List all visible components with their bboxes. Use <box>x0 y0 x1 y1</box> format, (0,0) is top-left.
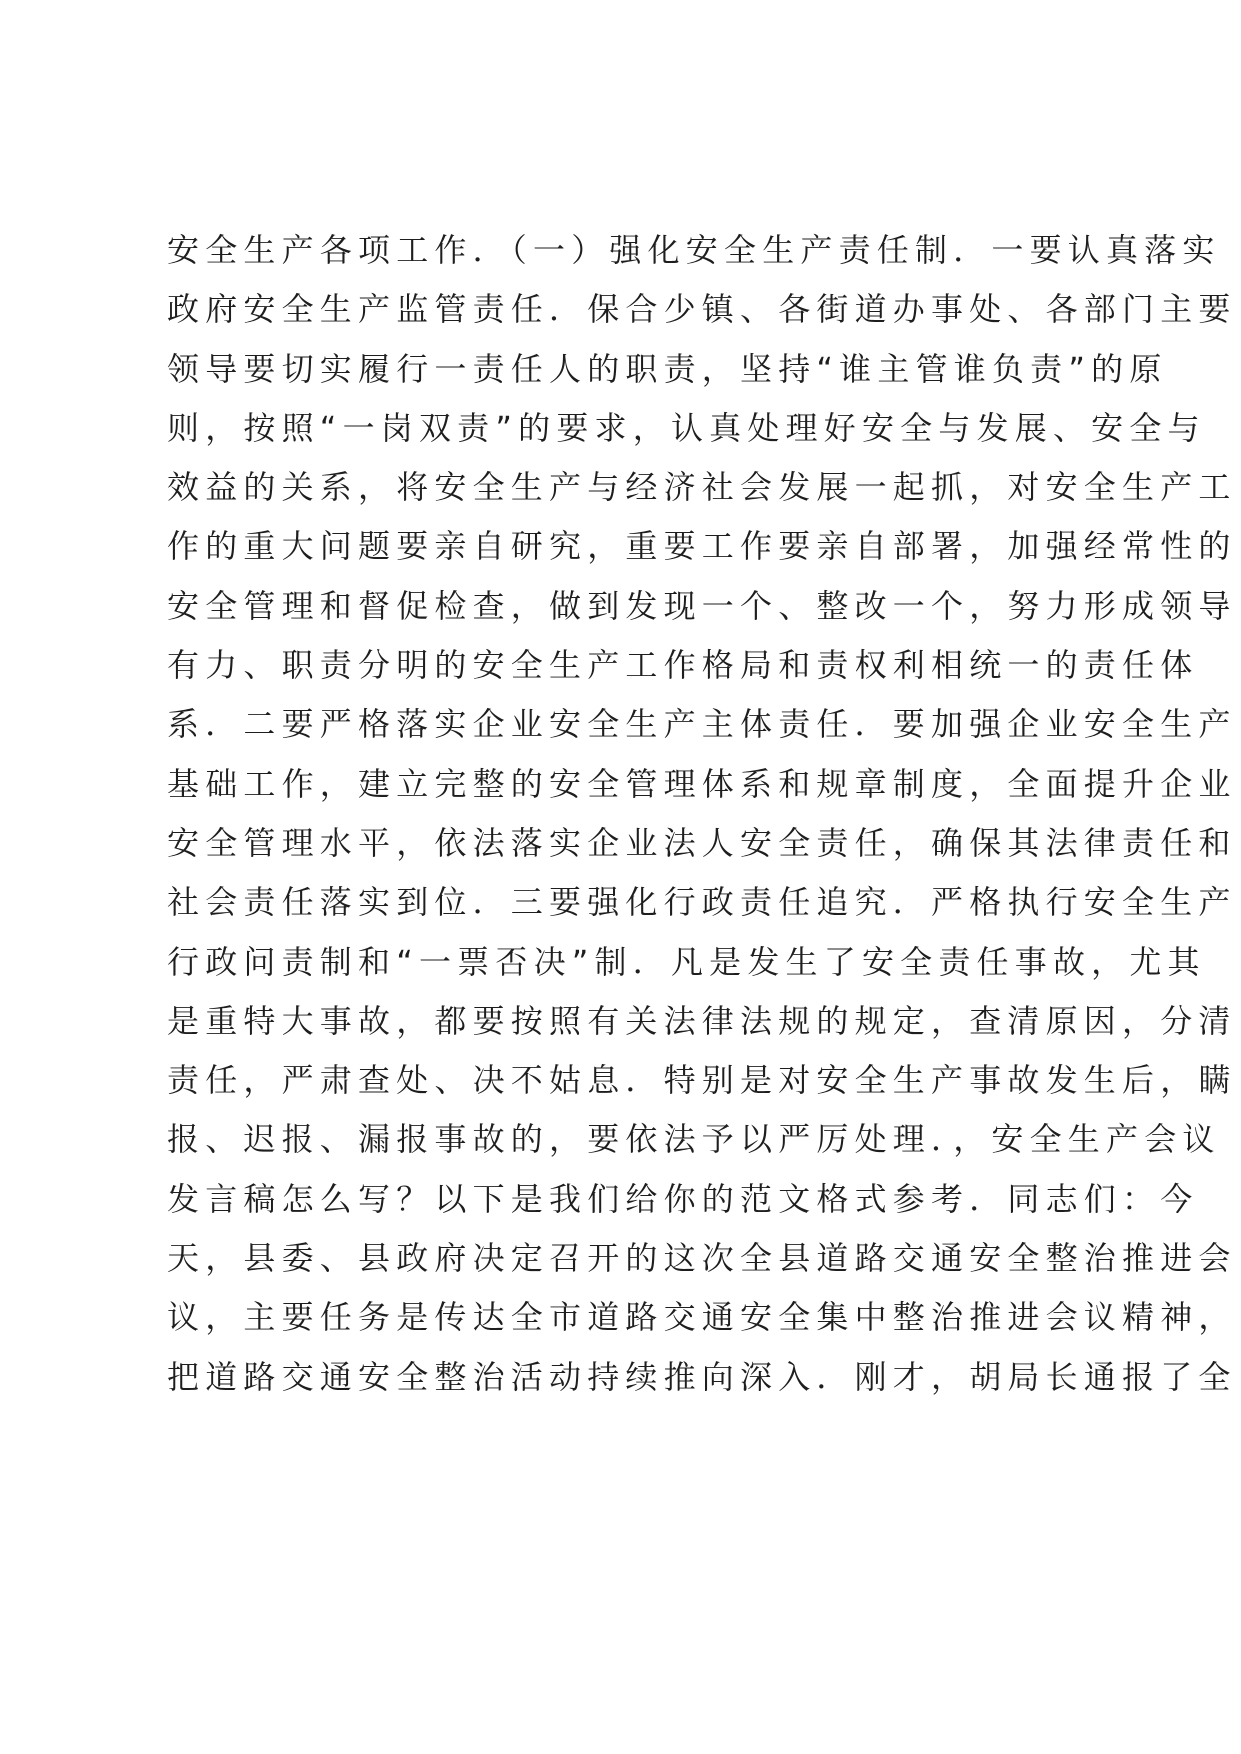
text-line-16: 报、迟报、漏报事故的，要依法予以严厉处理．，安全生产会议 <box>167 1120 1221 1159</box>
text-line-20: 把道路交通安全整治活动持续推向深入．刚才，胡局长通报了全 <box>167 1357 1237 1396</box>
text-line-1: 安全生产各项工作．（一）强化安全生产责任制．一要认真落实 <box>167 231 1221 269</box>
text-line-10: 基础工作，建立完整的安全管理体系和规章制度，全面提升企业 <box>167 764 1237 803</box>
text-line-18: 天，县委、县政府决定召开的这次全县道路交通安全整治推进会 <box>167 1239 1237 1278</box>
document-body-text <box>167 221 1237 1407</box>
text-line-6: 作的重大问题要亲自研究，重要工作要亲自部署，加强经常性的 <box>167 527 1237 566</box>
text-line-11: 安全管理水平，依法落实企业法人安全责任，确保其法律责任和 <box>167 823 1237 862</box>
text-line-14: 是重特大事故，都要按照有关法律法规的规定，查清原因，分清 <box>167 1001 1237 1040</box>
text-line-15: 责任，严肃查处、决不姑息．特别是对安全生产事故发生后，瞒 <box>167 1061 1237 1100</box>
text-line-17: 发言稿怎么写？以下是我们给你的范文格式参考．同志们：今 <box>167 1179 1199 1218</box>
text-line-5: 效益的关系，将安全生产与经济社会发展一起抓，对安全生产工 <box>167 468 1237 507</box>
text-line-9: 系．二要严格落实企业安全生产主体责任．要加强企业安全生产 <box>167 705 1237 744</box>
text-line-3: 领导要切实履行一责任人的职责，坚持“谁主管谁负责”的原 <box>167 349 1168 388</box>
text-line-12: 社会责任落实到位．三要强化行政责任追究．严格执行安全生产 <box>167 883 1237 922</box>
text-line-13: 行政问责制和“一票否决”制．凡是发生了安全责任事故，尤其 <box>167 942 1206 981</box>
text-line-4: 则，按照“一岗双责”的要求，认真处理好安全与发展、安全与 <box>167 408 1206 447</box>
text-line-19: 议，主要任务是传达全市道路交通安全集中整治推进会议精神， <box>167 1298 1237 1337</box>
text-line-7: 安全管理和督促检查，做到发现一个、整改一个，努力形成领导 <box>167 586 1237 625</box>
text-line-8: 有力、职责分明的安全生产工作格局和责权利相统一的责任体 <box>167 646 1199 685</box>
text-line-2: 政府安全生产监管责任．保合少镇、各街道办事处、各部门主要 <box>167 290 1237 329</box>
